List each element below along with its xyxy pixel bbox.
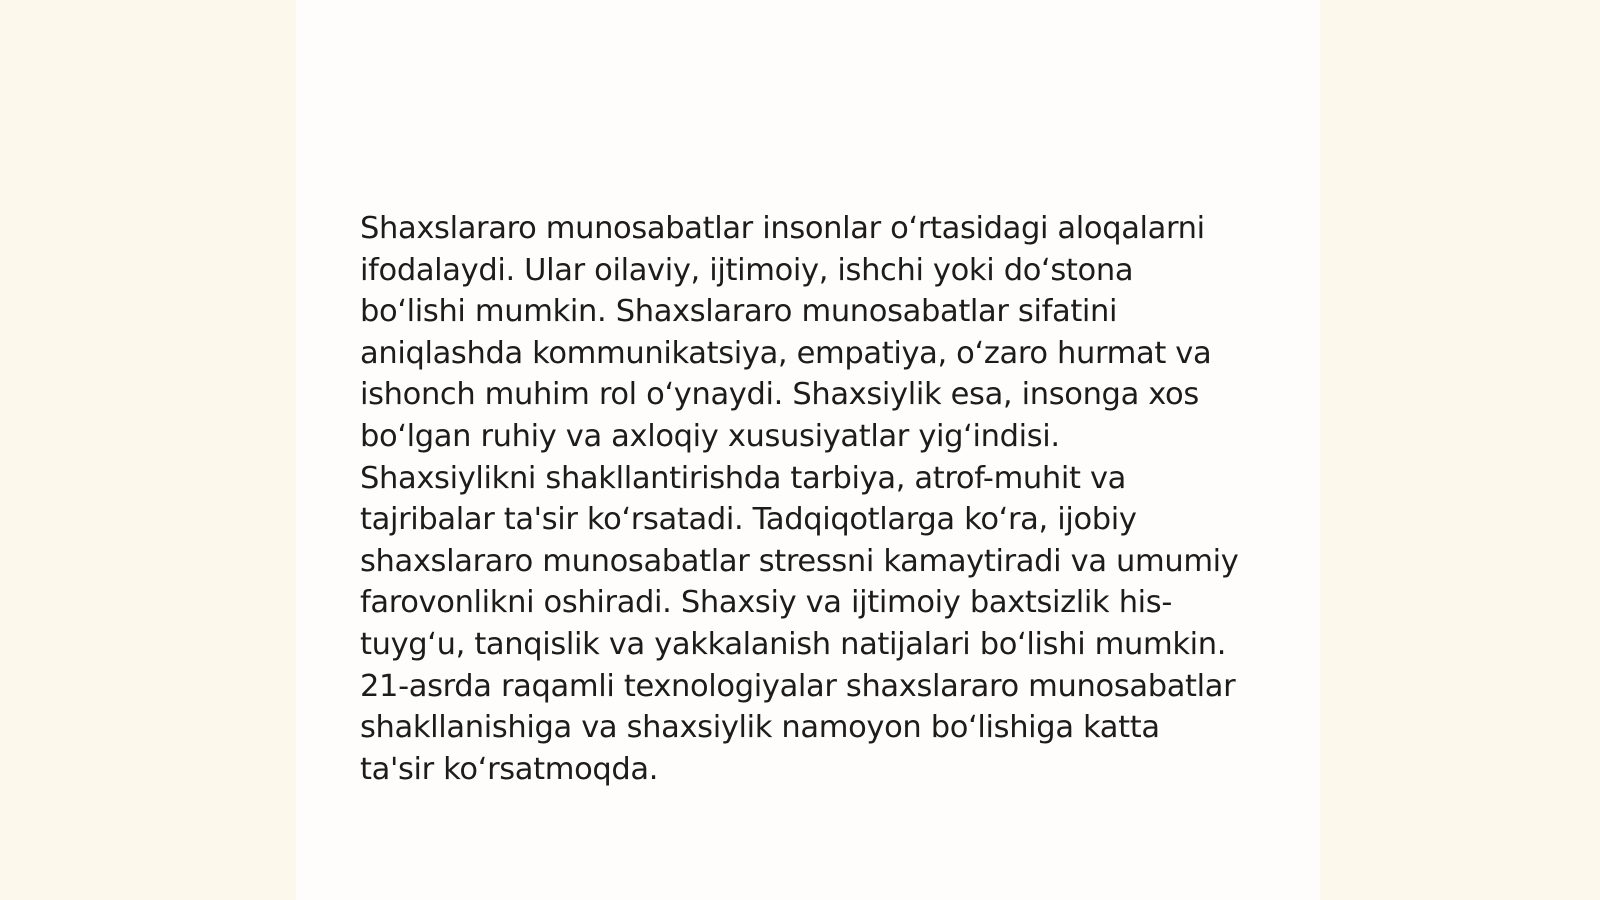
document-page [296, 0, 1320, 900]
body-paragraph: Shaxslararo munosabatlar insonlar o‘rtasidagi aloqalarni ifodalaydi. Ular oilaviy, ijtimoiy, ishchi yoki do‘stona bo‘lishi mumkin. Shaxslararo munosabatlar sifatini aniqlashda kommunikatsiya, empatiya, o‘zaro hurmat va ishonch muhim rol o‘ynaydi. Shaxsiylik esa, insonga xos bo‘lgan ruhiy va axloqiy xususiyatlar yig‘indisi. Shaxsiylikni shakllantirishda tarbiya, atrof-muhit va tajribalar ta'sir ko‘rsatadi. Tadqiqotlarga ko‘ra, ijobiy shaxslararo munosabatlar stressni kamaytiradi va umumiy farovonlikni oshiradi. Shaxsiy va ijtimoiy baxtsizlik his-tuyg‘u, tanqislik va yakkalanish natijalari bo‘lishi mumkin. 21-asrda raqamli texnologiyalar shaxslararo munosabatlar shakllanishiga va shaxsiylik namoyon bo‘lishiga katta ta'sir ko‘rsatmoqda. [360, 211, 1239, 787]
